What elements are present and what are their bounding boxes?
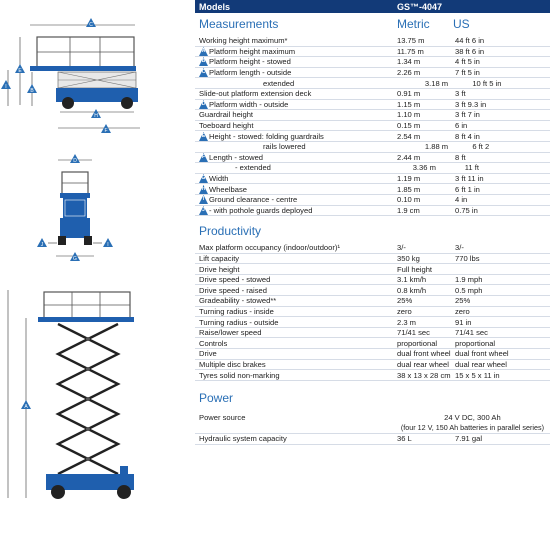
- metric-value: 0.15 m: [397, 121, 421, 131]
- us-value: 7 ft 5 in: [455, 68, 480, 78]
- us-value: 25%: [455, 296, 471, 306]
- dimension-marker-icon: D: [199, 100, 208, 109]
- table-row: [195, 264, 550, 275]
- row-label: Drive: [199, 349, 217, 359]
- svg-text:J: J: [40, 242, 44, 248]
- row-label: F Length - stowed: [195, 153, 397, 162]
- table-row: [195, 57, 550, 68]
- power-list: [195, 412, 550, 445]
- table-row: [195, 47, 550, 58]
- table-row: [195, 89, 550, 100]
- row-label: Drive height: [199, 264, 240, 274]
- row-label: - extended: [235, 163, 271, 173]
- metric-value: 1.85 m: [397, 184, 421, 194]
- table-row: [195, 195, 550, 206]
- metric-value: Full height: [397, 264, 433, 274]
- productivity-list: [195, 243, 550, 381]
- us-value: 1.9 mph: [455, 275, 483, 285]
- row-label: Tyres solid non-marking: [199, 370, 280, 380]
- metric-value: 71/41 sec: [397, 328, 430, 338]
- row-label: E Height - stowed: folding guardrails: [195, 132, 397, 141]
- metric-value: 2.3 m: [397, 317, 416, 327]
- table-row: [195, 434, 550, 445]
- us-value: 11 ft: [464, 163, 479, 173]
- metric-value: 1.15 m: [397, 99, 421, 109]
- metric-value: 3/-: [397, 243, 406, 253]
- table-row: [195, 142, 550, 153]
- metric-column-header: Metric: [397, 17, 430, 31]
- table-row: [195, 153, 550, 164]
- row-label: Toeboard height: [199, 121, 254, 131]
- row-label: rails lowered: [263, 142, 306, 152]
- model-name: GS™-4047: [397, 1, 443, 12]
- row-label: Drive speed - raised: [199, 285, 267, 295]
- us-value: 0.75 in: [455, 205, 478, 215]
- power-source-label: Power source: [199, 412, 246, 422]
- row-label: B Platform height - stowed: [195, 57, 397, 66]
- power-section-title: Power: [199, 390, 234, 405]
- us-value: 6 ft 2: [472, 142, 490, 152]
- us-value: dual rear wheel: [455, 359, 507, 369]
- us-value: 91 in: [455, 317, 472, 327]
- productivity-section-title: Productivity: [199, 224, 262, 239]
- row-label: Gradeability - stowed**: [199, 296, 277, 306]
- us-value: 38 ft 6 in: [455, 46, 485, 56]
- svg-text:I: I: [107, 242, 109, 248]
- table-row: [195, 121, 550, 132]
- metric-value: 38 x 13 x 28 cm: [397, 370, 451, 380]
- row-label: Max platform occupancy (indoor/outdoor)¹: [199, 243, 340, 253]
- table-row: [195, 174, 550, 185]
- svg-text:I: I: [5, 84, 7, 90]
- table-row: [195, 285, 550, 296]
- row-label: H Wheelbase: [195, 185, 397, 194]
- table-row: [195, 328, 550, 339]
- table-row: [195, 110, 550, 121]
- metric-value: 1.34 m: [397, 57, 421, 67]
- metric-value: 2.44 m: [397, 152, 421, 162]
- row-label: Raise/lower speed: [199, 328, 262, 338]
- us-column-header: US: [453, 17, 470, 31]
- table-row: [195, 370, 550, 381]
- metric-value: 1.88 m: [424, 142, 449, 152]
- dimension-marker-icon: F: [199, 153, 208, 162]
- metric-value: 25%: [397, 296, 413, 306]
- side-view-stowed-diagram: [0, 0, 192, 140]
- table-row: [195, 184, 550, 195]
- svg-text:H: H: [94, 113, 98, 119]
- row-label: C Platform length - outside: [195, 68, 397, 77]
- row-label: I Ground clearance - centre: [195, 195, 397, 204]
- us-value: 3 ft: [455, 89, 466, 99]
- metric-value: 3.1 km/h: [397, 275, 427, 285]
- metric-value: 2.54 m: [397, 131, 421, 141]
- row-label: Turning radius - outside: [199, 317, 279, 327]
- dimension-marker-icon: I: [199, 195, 208, 204]
- measurements-section-title: Measurements Metric US: [199, 17, 470, 31]
- table-row: [195, 349, 550, 360]
- dimension-marker-icon: B: [199, 57, 208, 66]
- dimension-marker-icon: H: [199, 185, 208, 194]
- metric-value: 1.19 m: [397, 174, 421, 184]
- dimension-marker-icon: A: [199, 47, 208, 56]
- table-row: [195, 68, 550, 79]
- row-label: A Platform height maximum: [195, 47, 397, 56]
- svg-text:D: D: [73, 158, 77, 164]
- dimension-marker-icon: G: [199, 174, 208, 183]
- metric-value: 0.10 m: [397, 195, 421, 205]
- power-source-value: 24 V DC, 300 Ah: [444, 412, 501, 422]
- metric-value: zero: [397, 306, 412, 316]
- table-row: [195, 78, 550, 89]
- table-row: [195, 206, 550, 217]
- dimension-marker-icon: J: [199, 206, 208, 215]
- us-value: 3 ft 9.3 in: [455, 99, 487, 109]
- dimension-marker-icon: E: [199, 132, 208, 141]
- row-label: J - with pothole guards deployed: [195, 206, 397, 215]
- row-label: G Width: [195, 174, 397, 183]
- table-row: [195, 360, 550, 371]
- row-label: Drive speed - stowed: [199, 275, 271, 285]
- row-label: Controls: [199, 338, 228, 348]
- metric-value: 2.26 m: [397, 68, 421, 78]
- us-value: 0.5 mph: [455, 285, 483, 295]
- metric-value: dual front wheel: [397, 349, 451, 359]
- table-row: [195, 131, 550, 142]
- us-value: 8 ft: [455, 152, 466, 162]
- side-view-raised-diagram: [0, 288, 192, 520]
- svg-text:F: F: [104, 128, 108, 134]
- table-row: [195, 36, 550, 47]
- table-row: [195, 296, 550, 307]
- us-value: 6 ft 1 in: [455, 184, 480, 194]
- table-header: [195, 0, 550, 13]
- metric-value: 11.75 m: [397, 46, 424, 56]
- us-value: 3 ft 11 in: [455, 174, 484, 184]
- row-label: Multiple disc brakes: [199, 359, 266, 369]
- us-value: 10 ft 5 in: [472, 78, 502, 88]
- models-label: Models: [199, 1, 231, 12]
- power-source-note: (four 12 V, 150 Ah batteries in parallel series): [195, 423, 550, 434]
- table-row: [195, 254, 550, 265]
- hydraulic-us: 7.91 gal: [455, 434, 483, 444]
- us-value: zero: [455, 306, 470, 316]
- metric-value: 1.10 m: [397, 110, 421, 120]
- us-value: 8 ft 4 in: [455, 131, 480, 141]
- metric-value: 13.75 m: [397, 36, 425, 46]
- metric-value: 0.91 m: [397, 89, 421, 99]
- table-row: [195, 275, 550, 286]
- dimension-marker-icon: C: [199, 68, 208, 77]
- table-row: [195, 163, 550, 174]
- table-row: [195, 412, 550, 423]
- row-label: extended: [263, 78, 295, 88]
- us-value: 71/41 sec: [455, 328, 488, 338]
- us-value: dual front wheel: [455, 349, 509, 359]
- metric-value: dual rear wheel: [397, 359, 449, 369]
- hydraulic-metric: 36 L: [397, 434, 412, 444]
- table-row: [195, 100, 550, 111]
- row-label: Slide-out platform extension deck: [199, 89, 312, 99]
- us-value: proportional: [455, 338, 496, 348]
- row-label: Lift capacity: [199, 253, 240, 263]
- measurements-list: [195, 36, 550, 216]
- svg-text:C: C: [89, 22, 93, 28]
- svg-text:A: A: [24, 404, 28, 410]
- metric-value: 1.9 cm: [397, 205, 420, 215]
- us-value: 770 lbs: [455, 253, 480, 263]
- svg-text:B: B: [30, 88, 34, 94]
- hydraulic-label: Hydraulic system capacity: [199, 434, 287, 444]
- svg-text:G: G: [73, 256, 77, 262]
- metric-value: 0.8 km/h: [397, 285, 427, 295]
- table-row: [195, 317, 550, 328]
- us-value: 4 in: [455, 195, 468, 205]
- us-value: 44 ft 6 in: [455, 36, 485, 46]
- metric-value: 3.18 m: [424, 78, 449, 88]
- row-label: Guardrail height: [199, 110, 254, 120]
- us-value: 4 ft 5 in: [455, 57, 480, 67]
- machine-diagrams: [0, 0, 192, 534]
- spec-table: [195, 0, 550, 445]
- us-value: 15 x 5 x 11 in: [455, 370, 500, 380]
- us-value: 3/-: [455, 243, 464, 253]
- metric-value: 350 kg: [397, 253, 420, 263]
- front-view-diagram: [0, 148, 192, 278]
- svg-text:E: E: [18, 68, 22, 74]
- row-label: Working height maximum*: [199, 36, 288, 46]
- metric-value: 3.36 m: [412, 163, 436, 173]
- us-value: 6 in: [455, 121, 468, 131]
- table-row: [195, 338, 550, 349]
- table-row: [195, 243, 550, 254]
- row-label: D Platform width - outside: [195, 100, 397, 109]
- us-value: 3 ft 7 in: [455, 110, 480, 120]
- metric-value: proportional: [397, 338, 438, 348]
- row-label: Turning radius - inside: [199, 306, 274, 316]
- table-row: [195, 307, 550, 318]
